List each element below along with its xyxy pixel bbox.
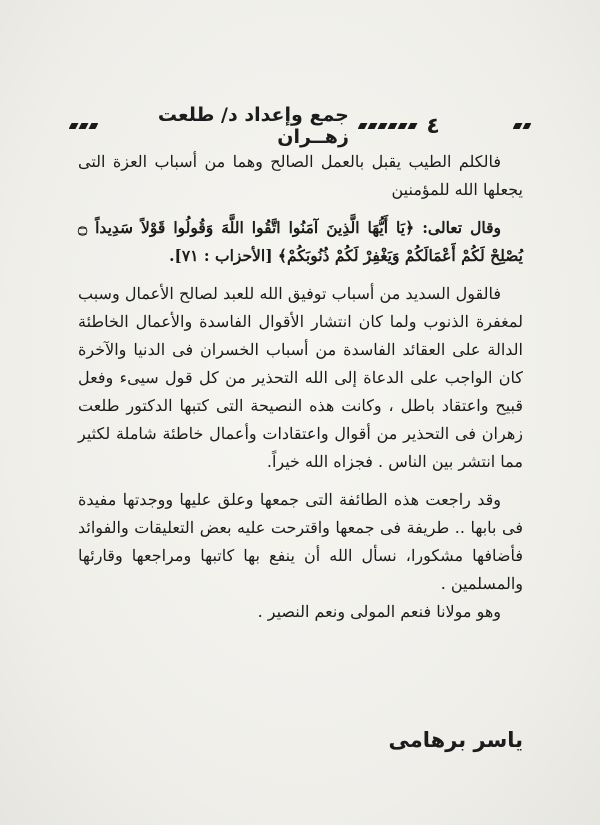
paragraph-4: وقد راجعت هذه الطائفة التى جمعها وعلق عليها ووجدتها مفيدة فى بابها .. طريفة فى جمعها واقترحت عليه بعض التعليقات والفوائد فأضافها مشكورا، نسأل الله أن ينفع بها كاتبها ومراجعها وقارئها والمسلمين .	[78, 490, 524, 593]
paragraph-5: وهو مولانا فنعم المولى ونعم النصير .	[257, 602, 501, 621]
header-ornament-left	[69, 123, 99, 129]
page-number: ٤	[426, 113, 440, 139]
header-ornament-right	[512, 123, 531, 129]
paragraph-3: فالقول السديد من أسباب توفيق الله للعبد لصالح الأعمال وسبب لمغفرة الذنوب ولما كان انتشار الأقوال الفاسدة والأعمال الخاطئة الدالة على العقائد الفاسدة من أسباب الخسران فى الدنيا والآخرة كان الواجب على الدعاة إلى الله التحذير من كل قول سيىء وفعل قبيح واعتقاد باطل ، وكانت هذه النصيحة التى كتبها الدكتور طلعت زهران فى التحذير من أقوال واعتقادات وأعمال خاطئة شاملة لكثير مما انتشر بين الناس . فجزاه الله خيراً.	[78, 284, 524, 471]
body-text	[78, 148, 523, 626]
paragraph-quran-verse: وقال تعالى: ﴿يَا أَيُّهَا الَّذِينَ آمَنُوا اتَّقُوا اللَّهَ وَقُولُوا قَوْلاً سَدِيداً ۝ يُصْلِحْ لَكُمْ أَعْمَالَكُمْ وَيَغْفِرْ لَكُمْ ذُنُوبَكُمْ﴾ [الأحزاب : ٧١].	[78, 218, 523, 265]
paragraph-1: فالكلم الطيب يقبل بالعمل الصالح وهما من أسباب العزة التى يجعلها الله للمؤمنين	[78, 152, 523, 199]
author-signature: ياسر برهامى	[388, 728, 523, 752]
header-ornament-middle	[357, 123, 417, 129]
header-title: جمع وإعداد د/ طلعت زهــران	[157, 104, 349, 148]
page-header	[70, 104, 530, 148]
